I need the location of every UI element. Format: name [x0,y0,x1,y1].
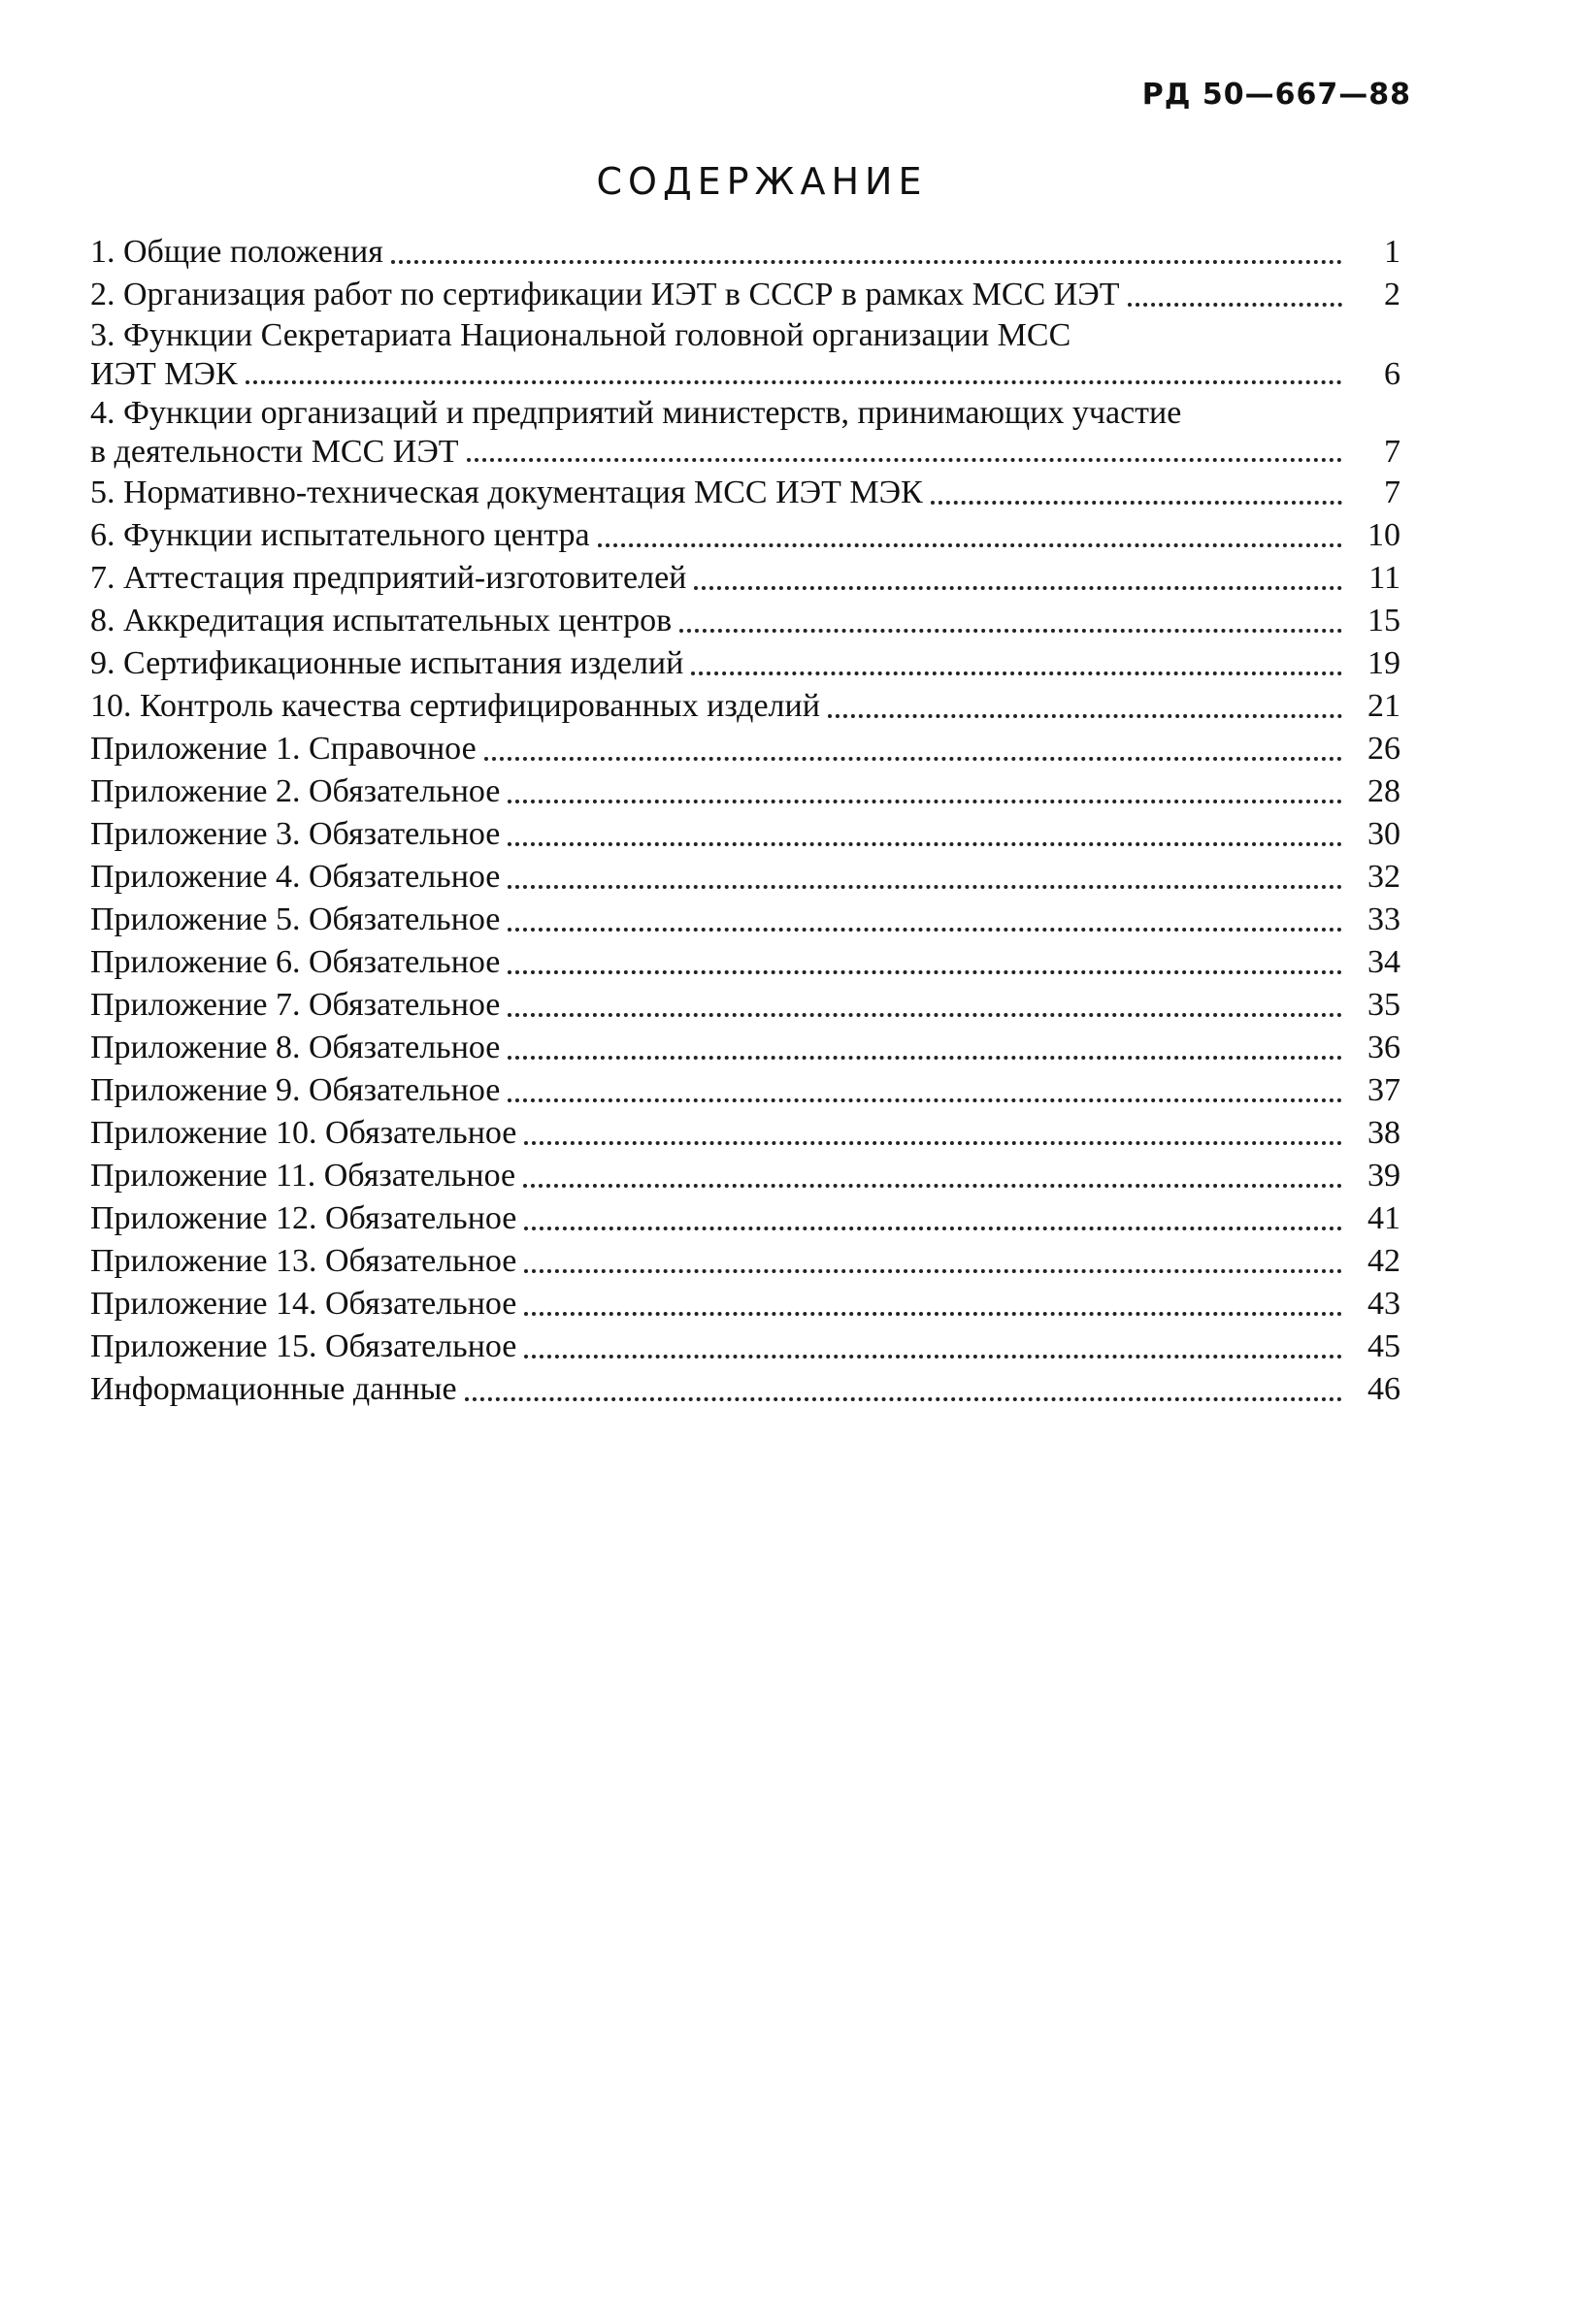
dot-leader [524,1312,1342,1316]
toc-entry[interactable] [90,1283,1400,1326]
toc-page-number: 15 [1367,603,1400,638]
toc-entry[interactable] [90,231,1400,274]
toc-entry-text-continued: в деятельности МСС ИЭТ [90,434,459,470]
toc-page-number: 21 [1367,688,1400,724]
toc-entry-text: 4. Функции организаций и предприятий министерств, принимающих участие [90,395,1182,431]
toc-entry[interactable] [90,1069,1400,1112]
toc-entry-text: 9. Сертификационные испытания изделий [90,645,684,681]
dot-leader [391,260,1342,264]
toc-page-number: 41 [1367,1200,1400,1236]
toc-page-number: 43 [1367,1286,1400,1322]
toc-entry[interactable] [90,1368,1400,1411]
page-title: СОДЕРЖАНИЕ [596,160,928,203]
dot-leader [524,1141,1342,1145]
toc-entry[interactable] [90,1027,1400,1069]
dot-leader [508,1098,1342,1102]
toc-entry-text: Информационные данные [90,1371,457,1407]
dot-leader [508,928,1342,932]
toc-entry-text: Приложение 1. Справочное [90,731,477,767]
toc-entry-text: 8. Аккредитация испытательных центров [90,603,673,638]
toc-entry-text: 3. Функции Секретариата Национальной головной организации МСС [90,317,1071,353]
toc-entry[interactable] [90,770,1400,813]
toc-entry-text: 1. Общие положения [90,234,383,270]
toc-entry[interactable] [90,316,1400,394]
dot-leader [691,671,1342,675]
toc-page-number: 6 [1384,356,1400,392]
toc-page-number: 38 [1367,1115,1400,1151]
toc-page-number: 34 [1367,944,1400,980]
toc-entry[interactable] [90,472,1400,514]
toc-entry[interactable] [90,1240,1400,1283]
toc-entry-text: Приложение 6. Обязательное [90,944,501,980]
toc-entry[interactable] [90,1197,1400,1240]
toc-page-number: 2 [1384,277,1400,312]
toc-entry[interactable] [90,1326,1400,1368]
toc-page-number: 32 [1367,859,1400,895]
dot-leader [1128,303,1342,307]
dot-leader [508,970,1342,974]
toc-entry[interactable] [90,274,1400,316]
toc-page-number: 36 [1367,1030,1400,1065]
dot-leader [484,757,1342,761]
toc-entry[interactable] [90,685,1400,728]
toc-page-number: 19 [1367,645,1400,681]
dot-leader [694,586,1342,590]
toc-entry[interactable] [90,899,1400,941]
toc-entry[interactable] [90,557,1400,600]
toc-page-number: 1 [1384,234,1400,270]
toc-page-number: 26 [1367,731,1400,767]
toc-page-number: 7 [1384,475,1400,510]
toc-entry[interactable] [90,984,1400,1027]
toc-page-number: 10 [1367,517,1400,553]
toc-entry[interactable] [90,941,1400,984]
toc-page-number: 33 [1367,901,1400,937]
toc-entry-text: Приложение 10. Обязательное [90,1115,517,1151]
dot-leader [931,501,1342,505]
toc-entry[interactable] [90,1155,1400,1197]
dot-leader [679,629,1342,633]
dot-leader [508,1013,1342,1017]
toc-entry-text-continued: ИЭТ МЭК [90,356,238,392]
toc-entry[interactable] [90,1112,1400,1155]
toc-entry-text: Приложение 15. Обязательное [90,1328,517,1364]
toc-entry-text: 2. Организация работ по сертификации ИЭТ в СССР в рамках МСС ИЭТ [90,277,1120,312]
toc-entry-text: Приложение 11. Обязательное [90,1158,516,1194]
dot-leader [524,1227,1342,1230]
toc-entry-text: Приложение 14. Обязательное [90,1286,517,1322]
dot-leader [246,380,1342,384]
toc-entry-text: Приложение 7. Обязательное [90,987,501,1023]
toc-entry-text: 6. Функции испытательного центра [90,517,590,553]
toc-page-number: 37 [1367,1072,1400,1108]
dot-leader [598,543,1342,547]
toc-page-number: 46 [1367,1371,1400,1407]
dot-leader [508,1056,1342,1060]
toc-page-number: 11 [1368,560,1400,596]
toc-entry-text: Приложение 2. Обязательное [90,773,501,809]
toc-entry[interactable] [90,856,1400,899]
dot-leader [524,1355,1342,1358]
toc-entry-text: Приложение 12. Обязательное [90,1200,517,1236]
toc-entry-text: Приложение 13. Обязательное [90,1243,517,1279]
toc-entry[interactable] [90,394,1400,472]
dot-leader [467,458,1342,462]
toc-entry-text: Приложение 8. Обязательное [90,1030,501,1065]
dot-leader [465,1397,1342,1401]
toc-page-number: 35 [1367,987,1400,1023]
toc-page-number: 42 [1367,1243,1400,1279]
document-code: РД 50—667—88 [1141,78,1411,112]
toc-page-number: 30 [1367,816,1400,852]
toc-entry[interactable] [90,728,1400,770]
toc-entry[interactable] [90,514,1400,557]
dot-leader [828,714,1342,718]
toc-page-number: 7 [1384,434,1400,470]
table-of-contents [90,231,1400,1411]
toc-entry[interactable] [90,813,1400,856]
toc-entry-text: Приложение 9. Обязательное [90,1072,501,1108]
toc-entry-text: 5. Нормативно-техническая документация МСС ИЭТ МЭК [90,475,923,510]
toc-page-number: 45 [1367,1328,1400,1364]
dot-leader [523,1184,1342,1188]
toc-page-number: 39 [1367,1158,1400,1194]
dot-leader [508,885,1342,889]
toc-entry-text: 10. Контроль качества сертифицированных изделий [90,688,820,724]
dot-leader [508,842,1342,846]
toc-page-number: 28 [1367,773,1400,809]
dot-leader [524,1269,1342,1273]
toc-entry-text: 7. Аттестация предприятий-изготовителей [90,560,687,596]
toc-entry-text: Приложение 4. Обязательное [90,859,501,895]
dot-leader [508,800,1342,803]
toc-entry-text: Приложение 5. Обязательное [90,901,501,937]
toc-entry[interactable] [90,600,1400,642]
toc-entry[interactable] [90,642,1400,685]
toc-entry-text: Приложение 3. Обязательное [90,816,501,852]
